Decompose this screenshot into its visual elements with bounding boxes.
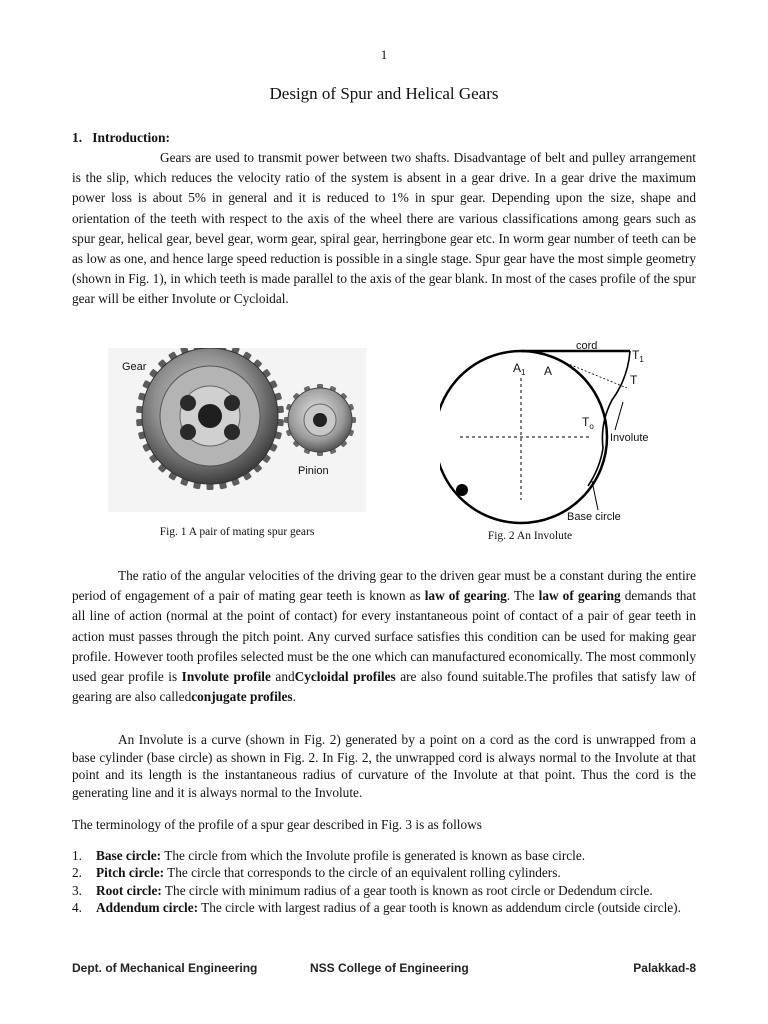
- list-number: 4.: [72, 900, 82, 916]
- figure1-caption: Fig. 1 A pair of mating spur gears: [159, 526, 315, 538]
- term-description: The circle from which the Involute profile is generated is known as base circle.: [161, 848, 586, 863]
- page-title: Design of Spur and Helical Gears: [269, 84, 499, 103]
- term-description: The circle with largest radius of a gear tooth is known as addendum circle (outside circle).: [198, 900, 681, 916]
- terminology-list: [72, 847, 696, 917]
- label-t: T: [630, 373, 638, 387]
- starting-point: [456, 484, 468, 496]
- figure-spur-gears: [108, 348, 366, 512]
- involute-curve: [588, 351, 630, 486]
- section-title: Introduction:: [92, 130, 171, 145]
- footer-department: Dept. of Mechanical Engineering: [72, 961, 258, 975]
- label-pinion: Pinion: [298, 465, 329, 477]
- label-a: A: [544, 364, 553, 378]
- term-base-circle: Base circle:: [96, 848, 162, 863]
- text-run: are also found suitable.The profiles that satisfy law of gearing are also called: [72, 669, 696, 705]
- footer-college: NSS College of Engineering: [310, 961, 469, 975]
- keyword-cycloidal-profiles: Cycloidal profiles: [294, 669, 396, 685]
- list-number: 1.: [72, 848, 82, 863]
- list-item: [72, 899, 696, 916]
- label-to: $T_o$: [582, 415, 594, 431]
- label-a1: $A_1$: [513, 361, 526, 377]
- label-base-circle: Base circle: [567, 511, 621, 523]
- involute-diagram: [440, 338, 670, 530]
- pinion-gear: [284, 384, 356, 456]
- text-run: demands that all line of action (normal at the point of contact) for every instantaneous point of contact of a pair of gear teeth in action must passes through the pitch point. Any curved surface satisfies this condition can be used for making gear profile. However tooth profiles selected must be the one which can manufactured economically. The most commonly used gear profile is: [72, 588, 697, 685]
- section-heading: [72, 130, 170, 146]
- keyword-involute-profile: Involute profile: [181, 669, 271, 685]
- cord-dashed: [544, 354, 627, 388]
- section-number: 1.: [72, 130, 83, 145]
- keyword-conjugate-profiles: conjugate profiles: [191, 689, 293, 705]
- law-of-gearing-paragraph: [72, 566, 696, 707]
- term-description: The circle that corresponds to the circle of an equivalent rolling cylinders.: [164, 865, 561, 881]
- text-run: .: [292, 689, 296, 705]
- list-number: 2.: [72, 865, 82, 881]
- page-number: 1: [380, 47, 388, 62]
- intro-paragraph: Gears are used to transmit power between two shafts. Disadvantage of belt and pulley arrangement is the slip, which reduces the velocity ratio of the system is absent in a gear drive. In a gear drive the maximum power loss is about 5% in general and it is reduced to 1% in spur gear. Depending upon the size, shape and orientation of the teeth with respect to the axis of the wheel there are various classifications among gears such as spur gear, helical gear, bevel gear, worm gear, spiral gear, herringbone gear etc. In worm gear number of teeth can be as low as one, and hence large speed reduction is possible in a single stage. Spur gear have the most simple geometry (shown in Fig. 1), in which teeth is made parallel to the axis of the gear blank. In most of the cases profile of the spur gear will be either Involute or Cycloidal.: [72, 150, 696, 307]
- involute-paragraph: An Involute is a curve (shown in Fig. 2) generated by a point on a cord as the cord is unwrapped from a base cylinder (base circle) as shown in Fig. 2. In Fig. 2, the unwrapped cord is always normal to the Involute at that point and its length is the instantaneous radius of curvature of the Involute at that point. Thus the cord is the generating line and it is always normal to the Involute.: [72, 732, 696, 800]
- list-item: [72, 882, 696, 899]
- terminology-intro: The terminology of the profile of a spur gear described in Fig. 3 is as follows: [72, 817, 482, 832]
- term-description: The circle with minimum radius of a gear tooth is known as root circle or Dedendum circle.: [161, 882, 653, 898]
- keyword-law-of-gearing: law of gearing: [424, 588, 507, 604]
- text-run: The ratio of the angular velocities of the driving gear to the driven gear must be a constant during the entire period of engagement of a pair of mating gear teeth is known as: [72, 568, 696, 604]
- term-root-circle: Root circle:: [96, 882, 162, 898]
- label-gear: Gear: [122, 361, 147, 373]
- keyword-law-of-gearing: law of gearing: [538, 588, 621, 604]
- base-circle-pointer: [592, 481, 598, 510]
- figure2-caption: Fig. 2 An Involute: [487, 530, 573, 542]
- list-item: [72, 847, 696, 864]
- list-number: 3.: [72, 882, 82, 898]
- list-item: [72, 864, 696, 881]
- term-addendum-circle: Addendum circle:: [96, 900, 199, 916]
- label-cord: cord: [576, 340, 598, 352]
- text-run: . The: [506, 588, 539, 604]
- label-t1: $T_1$: [632, 348, 644, 364]
- label-involute: Involute: [610, 432, 649, 444]
- involute-pointer: [615, 402, 623, 430]
- figure-involute: [440, 338, 670, 530]
- term-pitch-circle: Pitch circle:: [96, 865, 165, 881]
- text-run: and: [270, 669, 295, 685]
- spur-gears-illustration: [108, 348, 366, 512]
- footer-location: Palakkad-8: [633, 961, 696, 975]
